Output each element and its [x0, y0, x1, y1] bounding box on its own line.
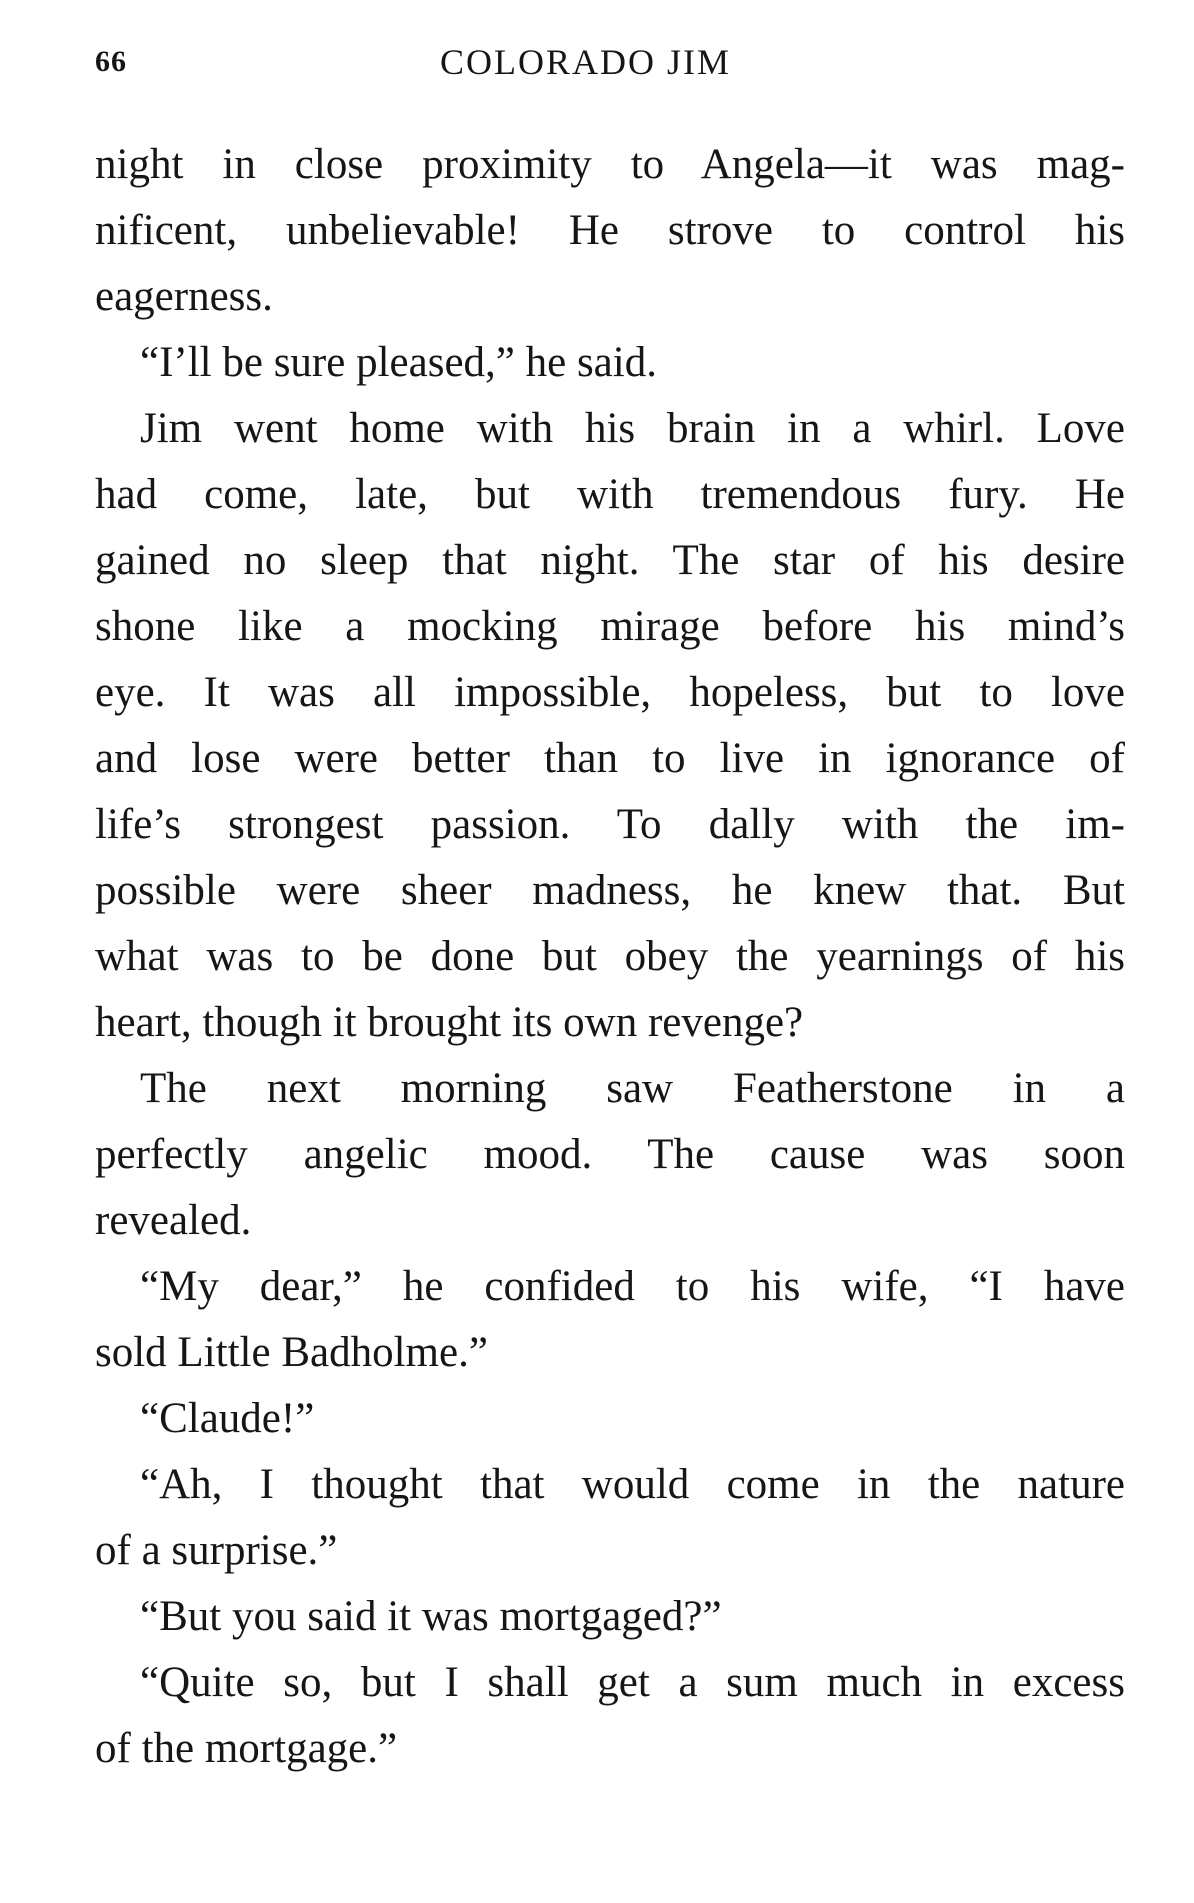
- text-line: gained no sleep that night. The star of his desire: [95, 537, 1125, 584]
- text-line: revealed.: [95, 1197, 252, 1244]
- text-line: shone like a mocking mirage before his mind’s: [95, 603, 1125, 650]
- body-text: [95, 132, 1125, 1782]
- page-number: 66: [95, 45, 127, 78]
- text-line: possible were sheer madness, he knew that. But: [95, 867, 1125, 914]
- running-head: COLORADO JIM: [440, 42, 732, 82]
- text-line: eagerness.: [95, 273, 273, 320]
- page-header: [95, 42, 1125, 92]
- text-line: “Quite so, but I shall get a sum much in excess: [140, 1659, 1125, 1706]
- text-line: nificent, unbelievable! He strove to control his: [95, 207, 1125, 254]
- text-line: had come, late, but with tremendous fury. He: [95, 471, 1125, 518]
- text-line: what was to be done but obey the yearnings of his: [95, 933, 1125, 980]
- text-line: perfectly angelic mood. The cause was soon: [95, 1131, 1125, 1178]
- text-line: “Claude!”: [140, 1395, 315, 1442]
- text-line: “I’ll be sure pleased,” he said.: [140, 339, 657, 386]
- text-line: The next morning saw Featherstone in a: [140, 1065, 1125, 1112]
- text-line: “But you said it was mortgaged?”: [140, 1593, 722, 1640]
- text-line: heart, though it brought its own revenge?: [95, 999, 804, 1046]
- text-line: life’s strongest passion. To dally with the im-: [95, 801, 1125, 848]
- text-line: of the mortgage.”: [95, 1725, 398, 1772]
- text-line: night in close proximity to Angela—it was mag-: [95, 141, 1125, 188]
- text-line: “Ah, I thought that would come in the nature: [140, 1461, 1125, 1508]
- text-line: “My dear,” he confided to his wife, “I have: [140, 1263, 1125, 1310]
- text-line: eye. It was all impossible, hopeless, but to love: [95, 669, 1125, 716]
- text-line: and lose were better than to live in ignorance of: [95, 735, 1125, 782]
- text-line: Jim went home with his brain in a whirl. Love: [140, 405, 1125, 452]
- text-line: sold Little Badholme.”: [95, 1329, 488, 1376]
- text-line: of a surprise.”: [95, 1527, 338, 1574]
